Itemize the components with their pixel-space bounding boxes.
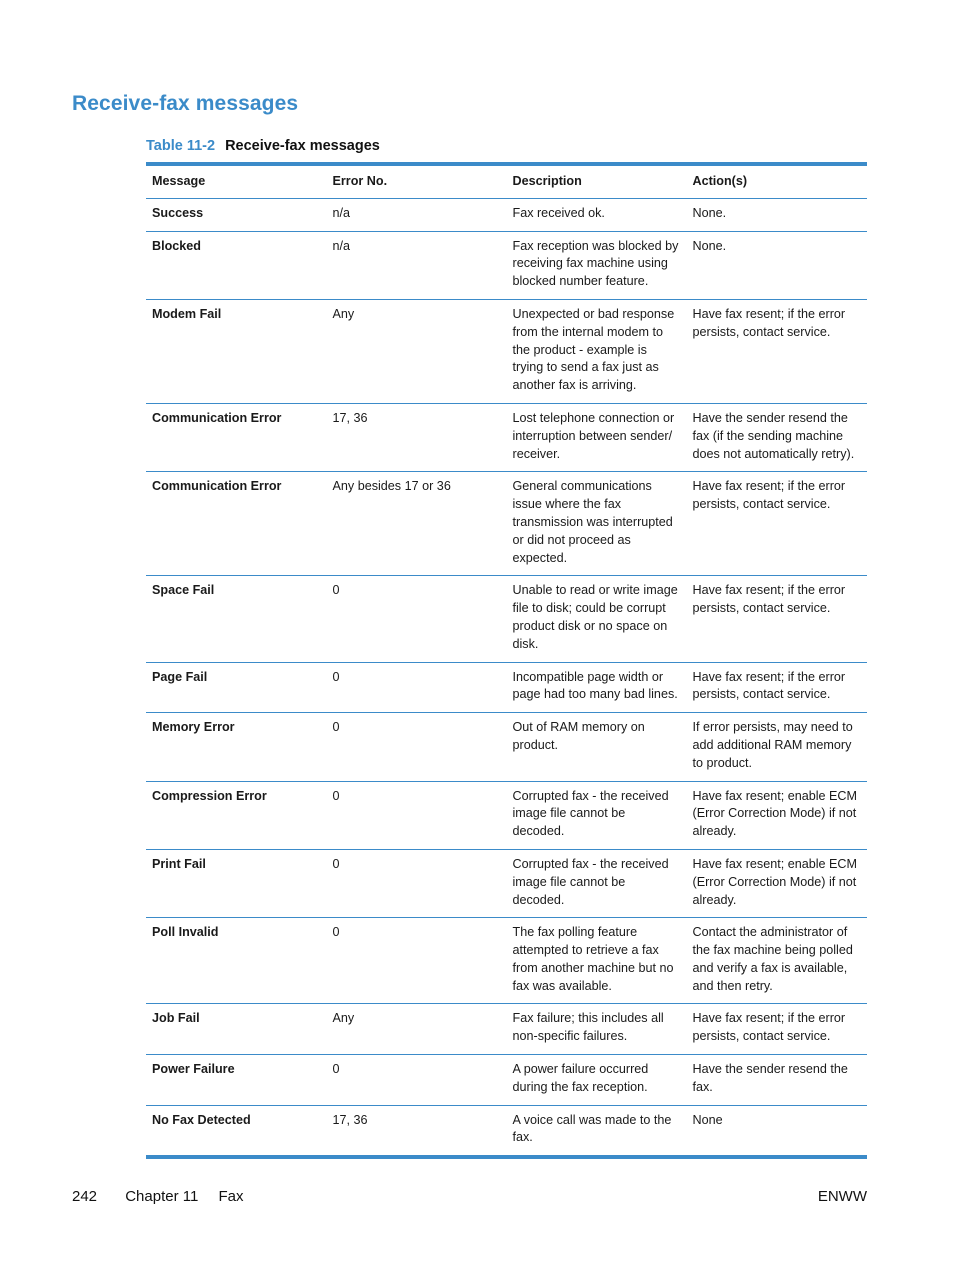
cell-message: Page Fail (146, 662, 326, 713)
cell-action: Have fax resent; if the error persists, contact service. (686, 662, 867, 713)
table-row (146, 1105, 867, 1157)
cell-error-no: 0 (326, 576, 506, 662)
table-row (146, 849, 867, 917)
cell-message: Communication Error (146, 403, 326, 471)
header-message: Message (146, 164, 326, 198)
cell-description: Fax failure; this includes all non-specific failures. (506, 1004, 686, 1055)
cell-action: Have fax resent; if the error persists, contact service. (686, 576, 867, 662)
cell-action: Contact the administrator of the fax machine being polled and verify a fax is available, and then retry. (686, 918, 867, 1004)
cell-description: Lost telephone connection or interruption between sender/ receiver. (506, 403, 686, 471)
cell-error-no: 0 (326, 781, 506, 849)
chapter-name: Fax (218, 1188, 244, 1205)
cell-action: None (686, 1105, 867, 1157)
cell-action: Have fax resent; if the error persists, contact service. (686, 299, 867, 403)
section-title: Receive-fax messages (72, 92, 299, 115)
cell-description: Corrupted fax - the received image file cannot be decoded. (506, 849, 686, 917)
page-footer-right: ENWW (817, 1188, 867, 1205)
cell-message: Job Fail (146, 1004, 326, 1055)
cell-action: If error persists, may need to add additional RAM memory to product. (686, 713, 867, 781)
cell-message: Poll Invalid (146, 918, 326, 1004)
cell-description: Corrupted fax - the received image file cannot be decoded. (506, 781, 686, 849)
cell-action: Have fax resent; enable ECM (Error Correction Mode) if not already. (686, 849, 867, 917)
table-caption (146, 138, 380, 154)
cell-message: No Fax Detected (152, 1112, 251, 1127)
cell-error-no: Any (326, 1004, 506, 1055)
cell-description: General communications issue where the fax transmission was interrupted or did not proceed as expected. (506, 472, 686, 576)
table-row (146, 713, 867, 781)
cell-message: Compression Error (146, 781, 326, 849)
table-row (146, 198, 867, 231)
table-row (146, 403, 867, 471)
table-row (146, 918, 867, 1004)
cell-error-no: Any besides 17 or 36 (326, 472, 506, 576)
cell-error-no: Any (326, 299, 506, 403)
table-title: Receive-fax messages (225, 138, 380, 154)
cell-description: A voice call was made to the fax. (506, 1105, 686, 1157)
table-row (146, 1055, 867, 1106)
cell-action: Have the sender resend the fax (if the sending machine does not automatically retry). (686, 403, 867, 471)
cell-description: Fax received ok. (506, 198, 686, 231)
cell-error-no: 0 (326, 849, 506, 917)
table-row (146, 231, 867, 299)
chapter-label: Chapter 11 (125, 1188, 199, 1205)
page-number: 242 (72, 1188, 98, 1205)
cell-description: Incompatible page width or page had too many bad lines. (506, 662, 686, 713)
cell-description: Out of RAM memory on product. (506, 713, 686, 781)
cell-message: Blocked (146, 231, 326, 299)
cell-description: Fax reception was blocked by receiving fax machine using blocked number feature. (506, 231, 686, 299)
table-row (146, 1004, 867, 1055)
cell-action: Have fax resent; if the error persists, contact service. (686, 472, 867, 576)
table-row (146, 299, 867, 403)
cell-error-no: 17, 36 (326, 1105, 506, 1157)
cell-message: Space Fail (146, 576, 326, 662)
cell-action: Have fax resent; enable ECM (Error Correction Mode) if not already. (686, 781, 867, 849)
header-description: Description (506, 164, 686, 198)
cell-message: Success (146, 198, 326, 231)
table-row (146, 472, 867, 576)
cell-message: Modem Fail (146, 299, 326, 403)
cell-message: Communication Error (146, 472, 326, 576)
cell-action: Have fax resent; if the error persists, contact service. (686, 1004, 867, 1055)
cell-message: Power Failure (146, 1055, 326, 1106)
cell-error-no: 0 (326, 918, 506, 1004)
cell-description: A power failure occurred during the fax reception. (506, 1055, 686, 1106)
cell-error-no: 17, 36 (326, 403, 506, 471)
cell-error-no: 0 (326, 1055, 506, 1106)
table-header-row (146, 164, 867, 198)
cell-action: Have the sender resend the fax. (686, 1055, 867, 1106)
table-row (146, 662, 867, 713)
header-actions: Action(s) (686, 164, 867, 198)
header-error-no: Error No. (326, 164, 506, 198)
cell-message: Print Fail (146, 849, 326, 917)
cell-error-no: n/a (326, 231, 506, 299)
receive-fax-messages-table (146, 162, 867, 1159)
cell-description: Unable to read or write image file to disk; could be corrupt product disk or no space on disk. (506, 576, 686, 662)
cell-description: The fax polling feature attempted to retrieve a fax from another machine but no fax was available. (506, 918, 686, 1004)
cell-description: Unexpected or bad response from the internal modem to the product - example is trying to send a fax just as another fax is arriving. (506, 299, 686, 403)
table-row (146, 781, 867, 849)
cell-message: Memory Error (146, 713, 326, 781)
table-number: Table 11-2 (146, 138, 216, 154)
cell-action: None. (686, 231, 867, 299)
cell-error-no: 0 (326, 662, 506, 713)
cell-action: None. (686, 198, 867, 231)
cell-error-no: n/a (326, 198, 506, 231)
table-row (146, 576, 867, 662)
page-footer-left (72, 1188, 244, 1205)
cell-error-no: 0 (326, 713, 506, 781)
